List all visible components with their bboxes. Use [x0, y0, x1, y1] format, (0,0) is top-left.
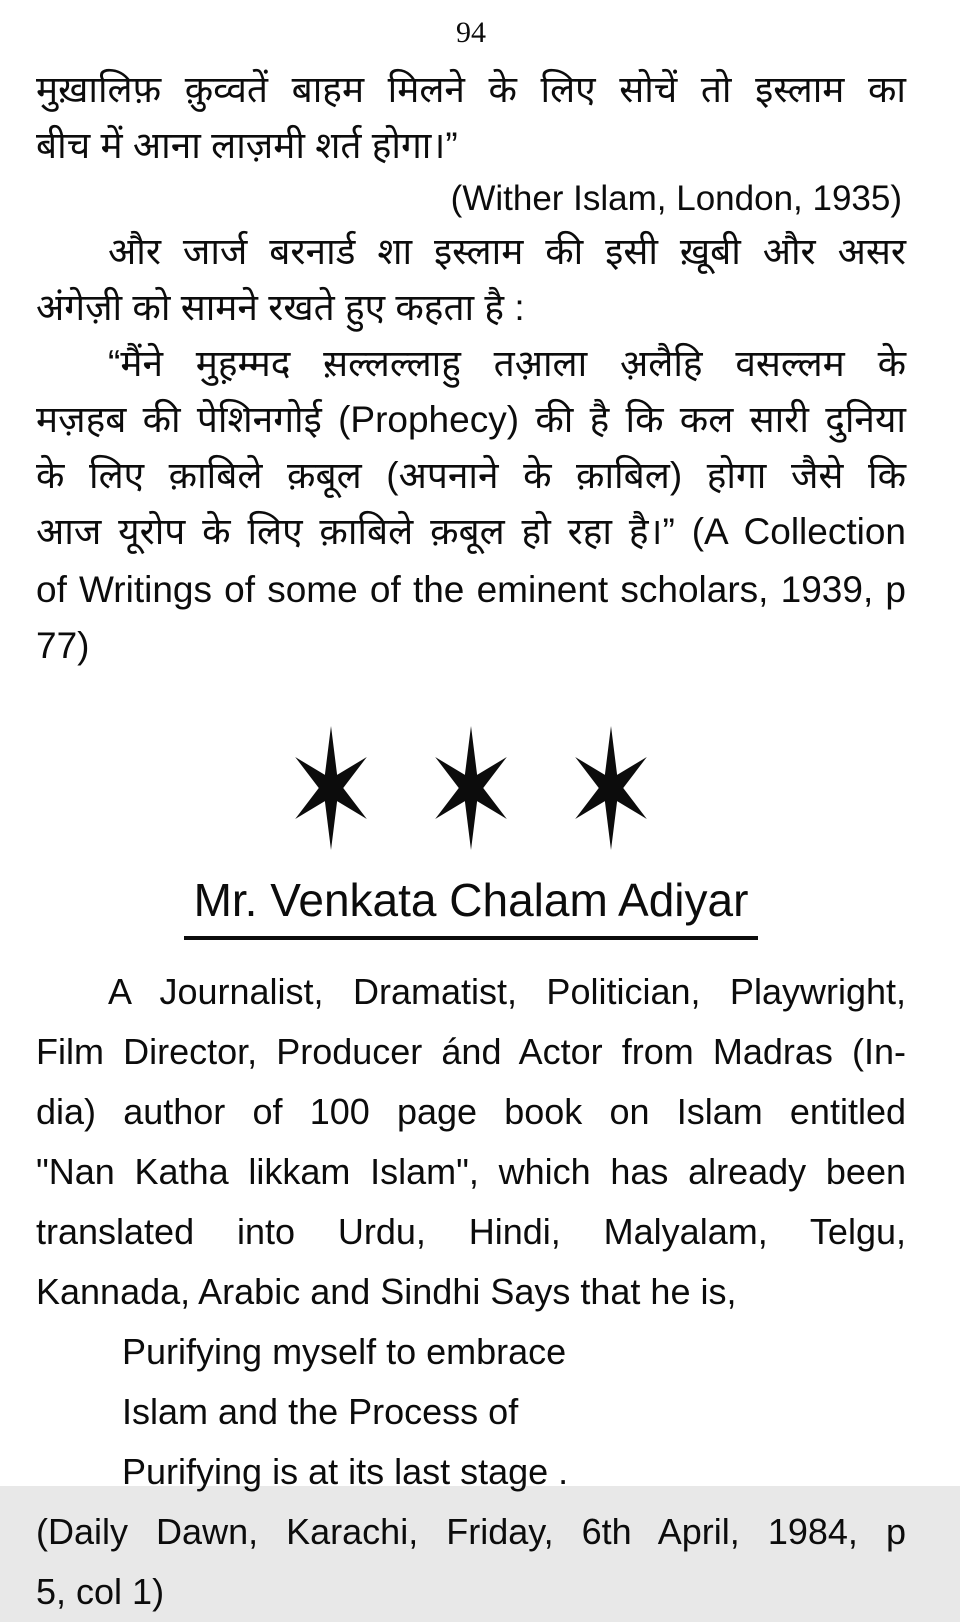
purifying-quote-block — [36, 1322, 906, 1502]
quote-line: Purifying myself to embrace — [122, 1331, 567, 1372]
hindi-prophecy-line: “मैंने मुह़म्मद स़ल्लल्लाहु तआ़ला अ़लैहि वसल्लम के — [108, 343, 906, 384]
biography-line: dia) author of 100 page book on Islam entitled — [36, 1091, 906, 1132]
hindi-quote-paragraph — [36, 62, 906, 174]
six-pointed-star-icon — [564, 722, 658, 854]
biography-line: Film Director, Producer ánd Actor from Madras (In- — [36, 1031, 906, 1072]
citation-collection-line: of Writings of some of the eminent scholars, 1939, p 77) — [36, 569, 906, 666]
citation-line: 5, col 1) — [36, 1571, 165, 1612]
hindi-intro-paragraph — [36, 224, 906, 336]
citation-daily-dawn — [36, 1502, 906, 1622]
six-pointed-star-icon — [284, 722, 378, 854]
section-heading-wrap — [36, 872, 906, 940]
hindi-prophecy-paragraph — [36, 336, 906, 674]
page-number: 94 — [456, 16, 486, 49]
hindi-quote-line: मुख़ालिफ़ क़ुव्वतें बाहम मिलने के लिए सोचें तो इस्लाम का — [36, 69, 906, 110]
star-divider — [36, 722, 906, 856]
section-heading: Mr. Venkata Chalam Adiyar — [184, 872, 759, 940]
biography-line: A Journalist, Dramatist, Politician, Playwright, — [108, 971, 906, 1012]
six-pointed-star-icon — [424, 722, 518, 854]
biography-line: Kannada, Arabic and Sindhi Says that he is, — [36, 1271, 737, 1312]
hindi-prophecy-line: मज़हब की पेशिनगोई (Prophecy) की है कि कल सारी दुनिया — [36, 399, 906, 440]
hindi-prophecy-line: के लिए क़ाबिले क़बूल (अपनाने के क़ाबिल) होगा जैसे कि — [36, 455, 906, 496]
quote-line: Purifying is at its last stage . — [122, 1451, 569, 1492]
hindi-intro-line: अंगेज़ी को सामने रखते हुए कहता है : — [36, 287, 525, 328]
biography-paragraph — [36, 962, 906, 1322]
hindi-intro-line: और जार्ज बरनार्ड शा इस्लाम की इसी ख़ूबी और असर — [108, 231, 906, 272]
biography-line: translated into Urdu, Hindi, Malyalam, Telgu, — [36, 1211, 906, 1252]
citation-line: (Daily Dawn, Karachi, Friday, 6th April, 1984, p — [36, 1511, 906, 1552]
quote-line: Islam and the Process of — [122, 1391, 519, 1432]
citation-wither-islam: (Wither Islam, London, 1935) — [450, 179, 902, 218]
hindi-quote-line: बीच में आना लाज़मी शर्त होगा।” — [36, 125, 458, 166]
hindi-prophecy-line: आज यूरोप के लिए क़ाबिले क़बूल हो रहा है।” (A Collection — [36, 511, 906, 552]
biography-line: "Nan Katha likkam Islam", which has already been — [36, 1151, 906, 1192]
